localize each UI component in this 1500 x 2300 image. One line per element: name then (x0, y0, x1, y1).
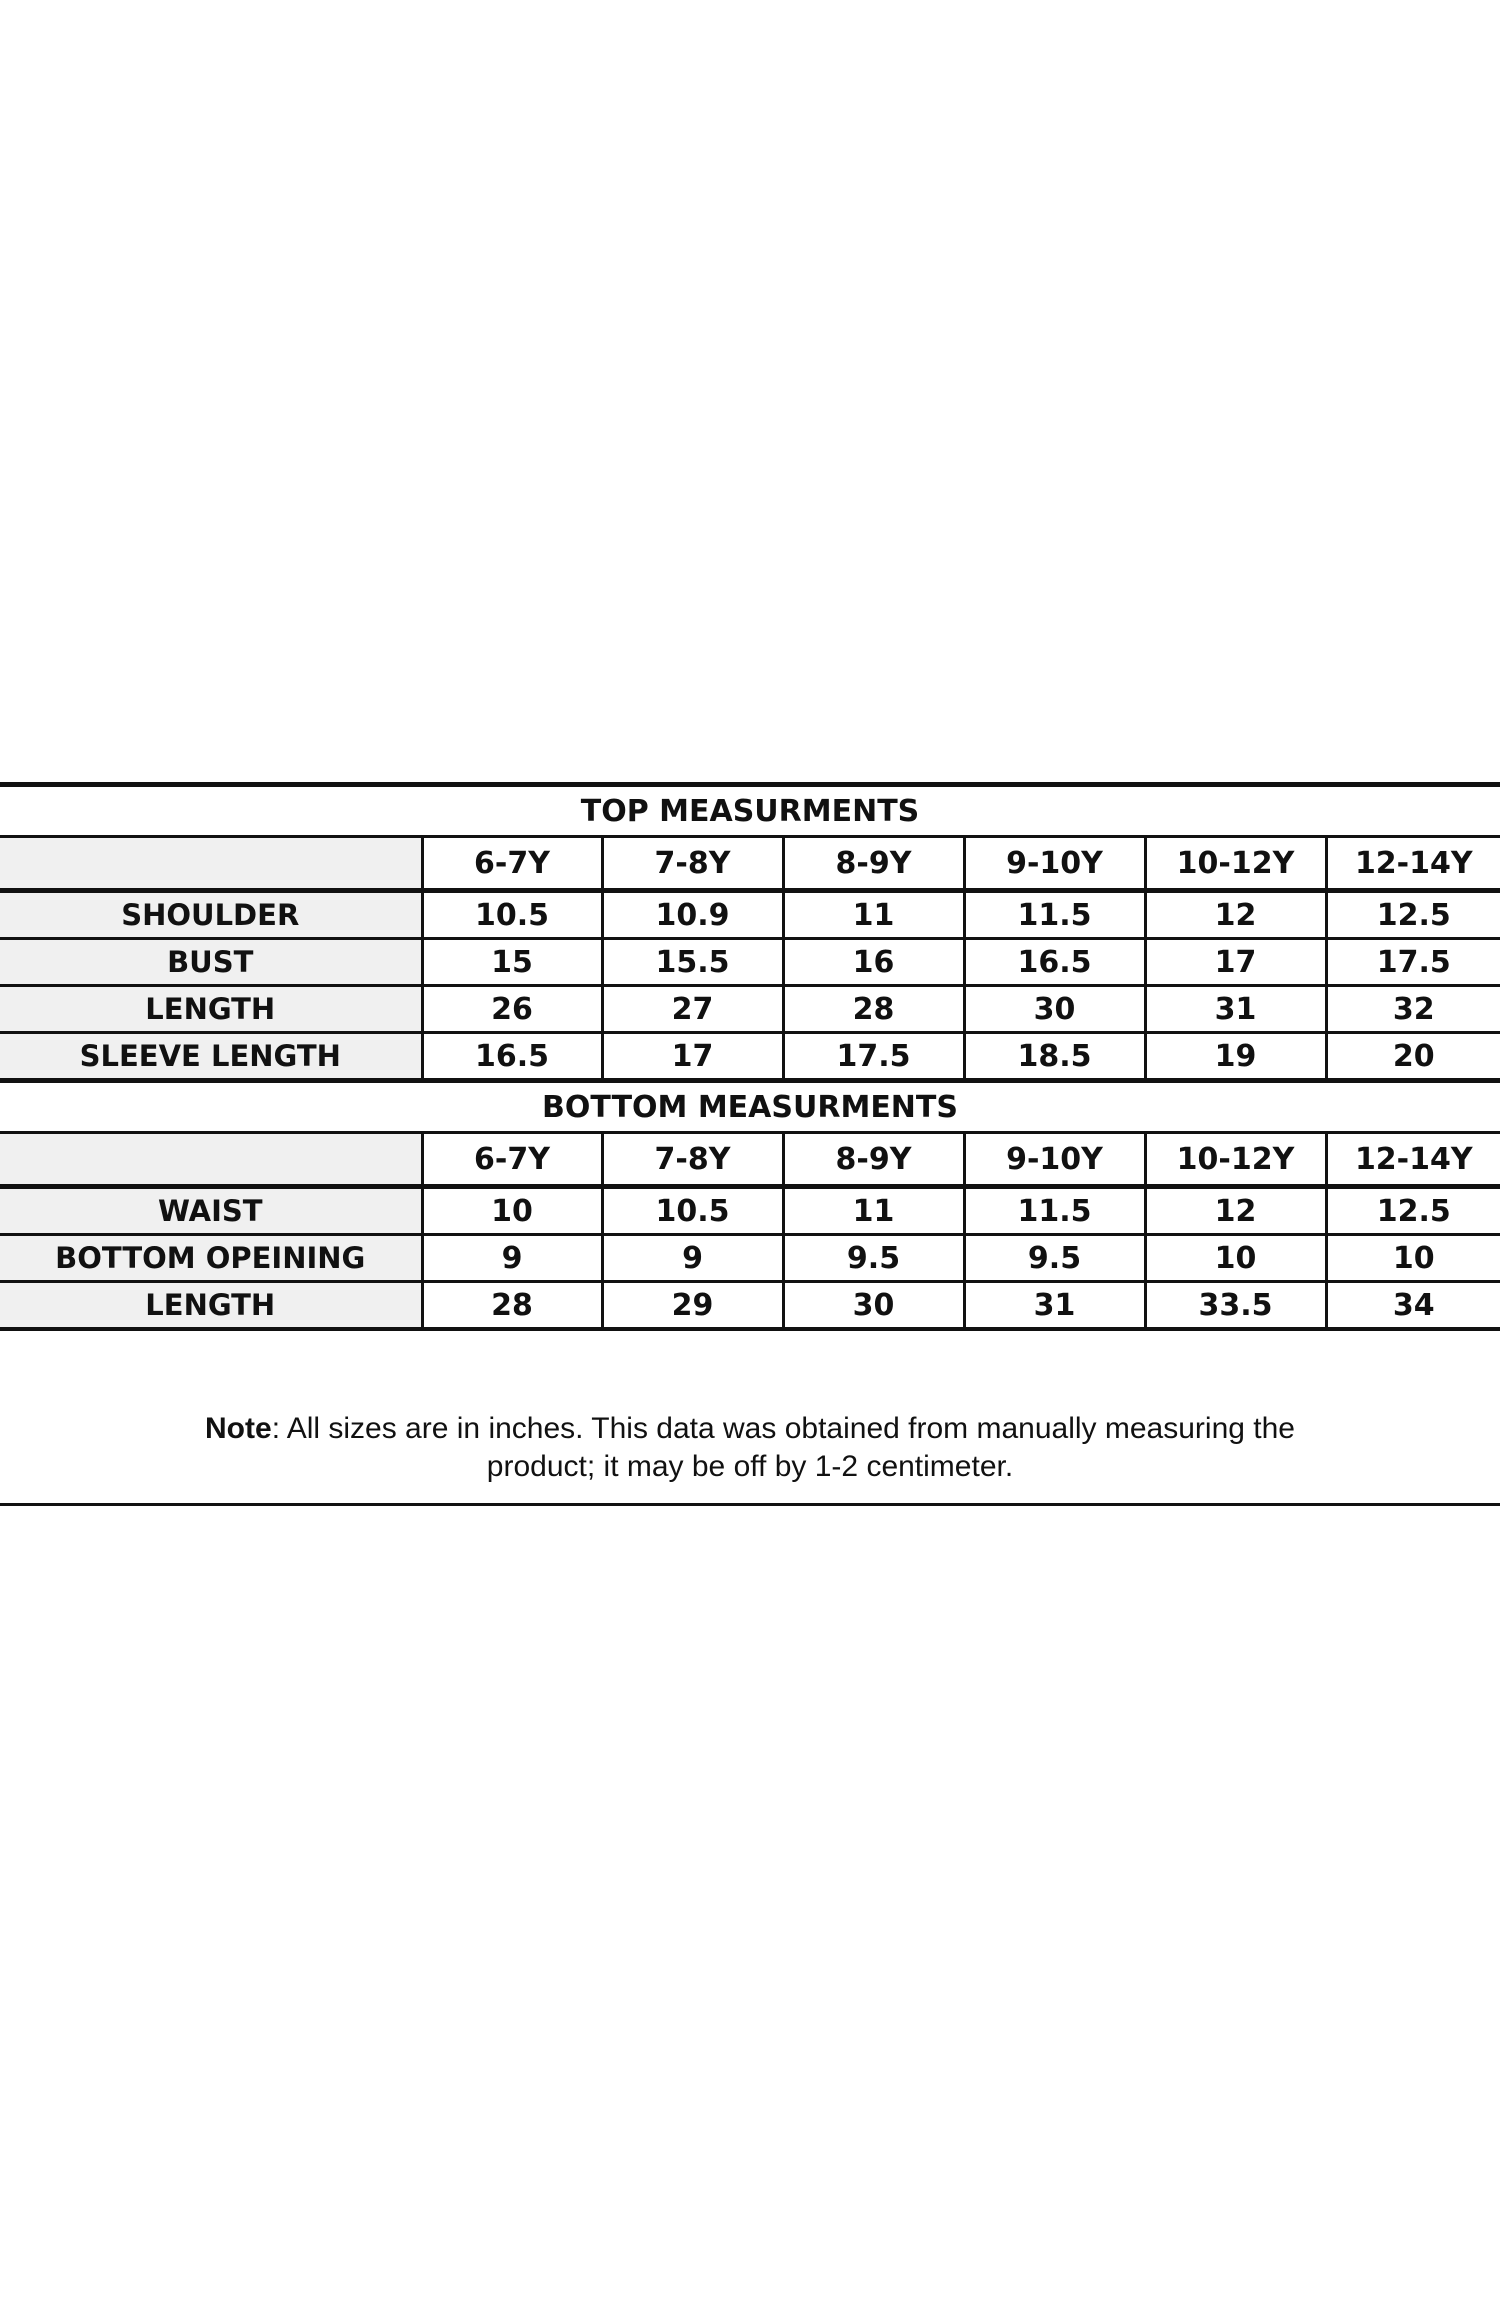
cell-value: 11 (783, 1187, 964, 1235)
cell-value: 17.5 (783, 1033, 964, 1081)
cell-value: 28 (783, 986, 964, 1033)
cell-value: 27 (602, 986, 783, 1033)
note-line-1 (0, 1410, 1500, 1448)
table-row (0, 939, 1500, 986)
note-text-2: product; it may be off by 1-2 centimeter. (486, 1450, 1014, 1483)
note-label: Note (205, 1412, 272, 1445)
row-label: WAIST (0, 1187, 422, 1235)
bottom-size-header: 6-7Y (422, 1133, 602, 1187)
cell-value: 16 (783, 939, 964, 986)
row-label: LENGTH (0, 986, 422, 1033)
table-row (0, 1033, 1500, 1081)
bottom-size-header: 7-8Y (602, 1133, 783, 1187)
cell-value: 28 (422, 1282, 602, 1330)
cell-value: 17 (1145, 939, 1326, 986)
cell-value: 15.5 (602, 939, 783, 986)
top-size-header: 9-10Y (964, 837, 1145, 891)
cell-value: 17.5 (1326, 939, 1500, 986)
row-label: LENGTH (0, 1282, 422, 1330)
table-row (0, 986, 1500, 1033)
cell-value: 11 (783, 891, 964, 939)
cell-value: 11.5 (964, 891, 1145, 939)
cell-value: 33.5 (1145, 1282, 1326, 1330)
cell-value: 26 (422, 986, 602, 1033)
note-text-1: : All sizes are in inches. This data was obtained from manually measuring the (271, 1412, 1295, 1445)
cell-value: 17 (602, 1033, 783, 1081)
bottom-size-header: 9-10Y (964, 1133, 1145, 1187)
cell-value: 30 (783, 1282, 964, 1330)
table-row (0, 1187, 1500, 1235)
cell-value: 12 (1145, 1187, 1326, 1235)
top-size-header: 12-14Y (1326, 837, 1500, 891)
cell-value: 30 (964, 986, 1145, 1033)
measurement-note (0, 1410, 1500, 1486)
cell-value: 12.5 (1326, 1187, 1500, 1235)
cell-value: 9 (602, 1235, 783, 1282)
cell-value: 9.5 (783, 1235, 964, 1282)
cell-value: 20 (1326, 1033, 1500, 1081)
bottom-header-corner (0, 1133, 422, 1187)
cell-value: 29 (602, 1282, 783, 1330)
table-row (0, 891, 1500, 939)
cell-value: 10.9 (602, 891, 783, 939)
top-size-header: 7-8Y (602, 837, 783, 891)
top-header-corner (0, 837, 422, 891)
size-chart-table (0, 782, 1500, 1331)
cell-value: 31 (964, 1282, 1145, 1330)
top-size-header: 8-9Y (783, 837, 964, 891)
table-row (0, 1282, 1500, 1330)
cell-value: 31 (1145, 986, 1326, 1033)
cell-value: 16.5 (422, 1033, 602, 1081)
cell-value: 10 (1145, 1235, 1326, 1282)
cell-value: 9 (422, 1235, 602, 1282)
cell-value: 12 (1145, 891, 1326, 939)
bottom-size-header: 12-14Y (1326, 1133, 1500, 1187)
top-size-header: 10-12Y (1145, 837, 1326, 891)
row-label: SHOULDER (0, 891, 422, 939)
size-chart (0, 782, 1500, 1331)
cell-value: 10.5 (422, 891, 602, 939)
table-row (0, 1235, 1500, 1282)
cell-value: 10.5 (602, 1187, 783, 1235)
cell-value: 11.5 (964, 1187, 1145, 1235)
bottom-size-header: 10-12Y (1145, 1133, 1326, 1187)
cell-value: 18.5 (964, 1033, 1145, 1081)
top-section-title: TOP MEASURMENTS (0, 785, 1500, 837)
top-size-header-row (0, 837, 1500, 891)
cell-value: 10 (1326, 1235, 1500, 1282)
cell-value: 16.5 (964, 939, 1145, 986)
row-label: BUST (0, 939, 422, 986)
cell-value: 34 (1326, 1282, 1500, 1330)
cell-value: 32 (1326, 986, 1500, 1033)
bottom-section-title: BOTTOM MEASURMENTS (0, 1081, 1500, 1133)
cell-value: 12.5 (1326, 891, 1500, 939)
row-label: BOTTOM OPEINING (0, 1235, 422, 1282)
top-size-header: 6-7Y (422, 837, 602, 891)
cell-value: 15 (422, 939, 602, 986)
bottom-size-header: 8-9Y (783, 1133, 964, 1187)
cell-value: 19 (1145, 1033, 1326, 1081)
cell-value: 9.5 (964, 1235, 1145, 1282)
bottom-divider (0, 1503, 1500, 1506)
row-label: SLEEVE LENGTH (0, 1033, 422, 1081)
bottom-size-header-row (0, 1133, 1500, 1187)
cell-value: 10 (422, 1187, 602, 1235)
